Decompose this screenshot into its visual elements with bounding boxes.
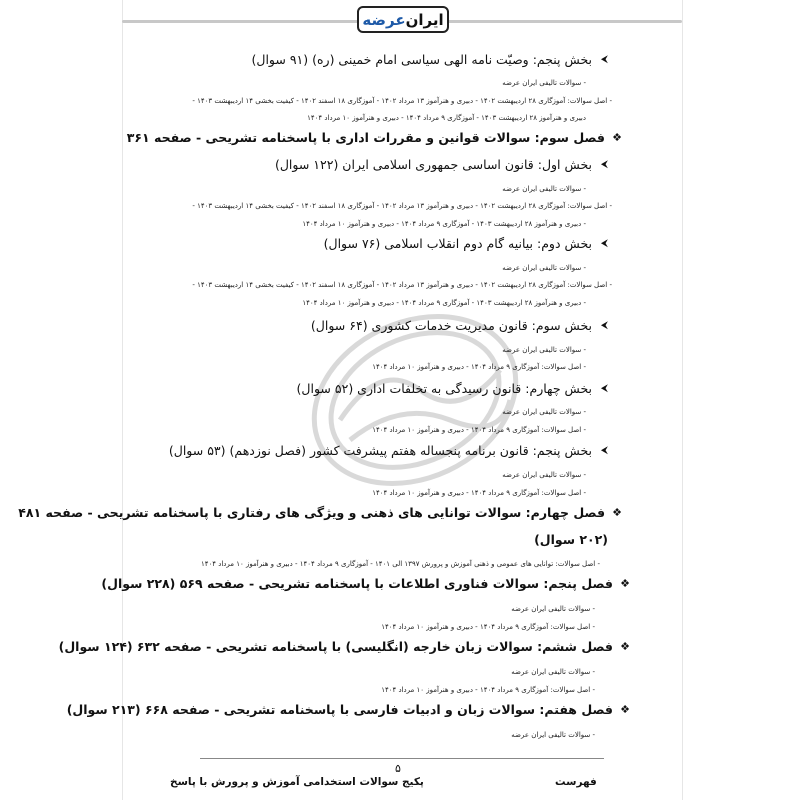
toc-section-row[interactable] [324,236,608,251]
chapter-title: فصل ششم: سوالات زبان خارجه (انگلیسی) با پاسخنامه تشریحی - صفحه ۶۳۲ (۱۲۴ سوال) [58,639,613,654]
page-right-edge [682,0,683,800]
page-number: ۵ [395,762,401,775]
arrow-bullet-icon: ⮜ [600,158,608,170]
source-note: - سوالات تالیفی ایران عرضه [511,668,595,676]
brand-logo [357,6,449,33]
toc-chapter-continuation[interactable] [534,532,608,547]
chapter-title: فصل سوم: سوالات قوانین و مقررات اداری با پاسخنامه تشریحی - صفحه ۳۶۱ [126,130,605,145]
source-note: - اصل سوالات: آموزگاری ۹ مرداد ۱۴۰۴ - دبیری و هنرآموز ۱۰ مرداد ۱۴۰۴ [381,623,595,631]
footer-rule [200,758,604,759]
footer-section-label: فهرست [555,776,597,788]
source-note: - اصل سوالات: آموزگاری ۹ مرداد ۱۴۰۴ - دبیری و هنرآموز ۱۰ مرداد ۱۴۰۴ [372,426,586,434]
chapter-title: فصل پنجم: سوالات فناوری اطلاعات با پاسخنامه تشریحی - صفحه ۵۶۹ (۲۲۸ سوال) [101,576,613,591]
source-note: - دبیری و هنرآموز ۲۸ اردیبهشت ۱۴۰۳ - آموزگاری ۹ مرداد ۱۴۰۴ - دبیری و هنرآموز ۱۰ مرداد ۱۴۰۴ [302,220,586,228]
page-header [122,0,682,40]
toc-section-row[interactable] [169,443,608,458]
arrow-bullet-icon: ⮜ [600,382,608,394]
source-note: - اصل سوالات: آموزگاری ۹ مرداد ۱۴۰۴ - دبیری و هنرآموز ۱۰ مرداد ۱۴۰۴ [381,686,595,694]
diamond-bullet-icon: ❖ [612,506,622,519]
source-note: - سوالات تالیفی ایران عرضه [502,471,586,479]
source-note: - سوالات تالیفی ایران عرضه [502,264,586,272]
section-title: بخش سوم: قانون مدیریت خدمات کشوری (۶۴ سوال) [310,318,592,333]
section-title: بخش دوم: بیانیه گام دوم انقلاب اسلامی (۷۶ سوال) [323,236,592,251]
toc-chapter-row[interactable] [59,639,630,654]
logo-text-arze: عرضه [362,10,406,29]
toc-section-row[interactable] [297,381,608,396]
chapter-title: فصل چهارم: سوالات توانایی های ذهنی و ویژگی های رفتاری با پاسخنامه تشریحی - صفحه ۴۸۱ [18,505,605,520]
toc-chapter-row[interactable] [101,576,630,591]
footer-book-title: پکیج سوالات استخدامی آموزش و پرورش با پاسخ [170,776,424,788]
toc-section-row[interactable] [251,52,608,67]
diamond-bullet-icon: ❖ [620,577,630,590]
source-note: دبیری و هنرآموز ۲۸ اردیبهشت ۱۴۰۳ - آموزگاری ۹ مرداد ۱۴۰۴ - دبیری و هنرآموز ۱۰ مرداد ۱۴۰۴ [307,114,586,122]
arrow-bullet-icon: ⮜ [600,319,608,331]
page-left-edge [122,0,123,800]
source-note: - دبیری و هنرآموز ۲۸ اردیبهشت ۱۴۰۳ - آموزگاری ۹ مرداد ۱۴۰۴ - دبیری و هنرآموز ۱۰ مرداد ۱۴۰۴ [302,299,586,307]
section-title: بخش پنجم: قانون برنامه پنجساله هفتم پیشرفت کشور (فصل نوزدهم) (۵۳ سوال) [168,443,592,458]
source-note: - سوالات تالیفی ایران عرضه [511,605,595,613]
diamond-bullet-icon: ❖ [612,131,622,144]
arrow-bullet-icon: ⮜ [600,53,608,65]
diamond-bullet-icon: ❖ [620,703,630,716]
source-note: - اصل سوالات: آموزگاری ۹ مرداد ۱۴۰۴ - دبیری و هنرآموز ۱۰ مرداد ۱۴۰۴ [372,489,586,497]
source-note: - اصل سوالات: آموزگاری ۲۸ اردیبهشت ۱۴۰۲ - دبیری و هنرآموز ۱۳ مرداد ۱۴۰۲ - آموزگاری ۱۸ اسفند ۱۴۰۲ - کیفیت بخشی ۱۴ اردیبهشت ۱۴۰۳ - [192,202,612,210]
source-note: - سوالات تالیفی ایران عرضه [502,408,586,416]
arrow-bullet-icon: ⮜ [600,444,608,456]
section-title: بخش پنجم: وصیّت نامه الهی سیاسی امام خمینی (ره) (۹۱ سوال) [251,52,592,67]
toc-chapter-row[interactable] [18,505,622,520]
source-note: - سوالات تالیفی ایران عرضه [502,79,586,87]
logo-text-iran: ایران [405,10,444,29]
arrow-bullet-icon: ⮜ [600,237,608,249]
diamond-bullet-icon: ❖ [620,640,630,653]
toc-chapter-row[interactable] [127,130,622,145]
section-title: بخش اول: قانون اساسی جمهوری اسلامی ایران (۱۲۲ سوال) [274,157,592,172]
source-note: - سوالات تالیفی ایران عرضه [502,185,586,193]
source-note: - سوالات تالیفی ایران عرضه [502,346,586,354]
toc-section-row[interactable] [311,318,608,333]
toc-chapter-row[interactable] [67,702,630,717]
source-note: - اصل سوالات: آموزگاری ۲۸ اردیبهشت ۱۴۰۲ - دبیری و هنرآموز ۱۳ مرداد ۱۴۰۲ - آموزگاری ۱۸ اسفند ۱۴۰۲ - کیفیت بخشی ۱۴ اردیبهشت ۱۴۰۳ - [192,281,612,289]
source-note: - اصل سوالات: توانایی های عمومی و ذهنی آموزش و پرورش ۱۳۹۷ الی ۱۴۰۱ - آموزگاری ۹ مرداد ۱۴۰۴ - دبیری و هنرآموز ۱۰ مرداد ۱۴۰۴ [200,560,600,568]
toc-section-row[interactable] [275,157,608,172]
source-note: - سوالات تالیفی ایران عرضه [511,731,595,739]
source-note: - اصل سوالات: آموزگاری ۹ مرداد ۱۴۰۴ - دبیری و هنرآموز ۱۰ مرداد ۱۴۰۴ [372,363,586,371]
chapter-title: فصل هفتم: سوالات زبان و ادبیات فارسی با پاسخنامه تشریحی - صفحه ۶۶۸ (۲۱۳ سوال) [66,702,613,717]
section-title: بخش چهارم: قانون رسیدگی به تخلفات اداری (۵۲ سوال) [296,381,592,396]
source-note: - اصل سوالات: آموزگاری ۲۸ اردیبهشت ۱۴۰۲ - دبیری و هنرآموز ۱۳ مرداد ۱۴۰۲ - آموزگاری ۱۸ اسفند ۱۴۰۲ - کیفیت بخشی ۱۴ اردیبهشت ۱۴۰۳ - [192,97,612,105]
chapter-title-continuation: (۲۰۲ سوال) [534,532,608,547]
